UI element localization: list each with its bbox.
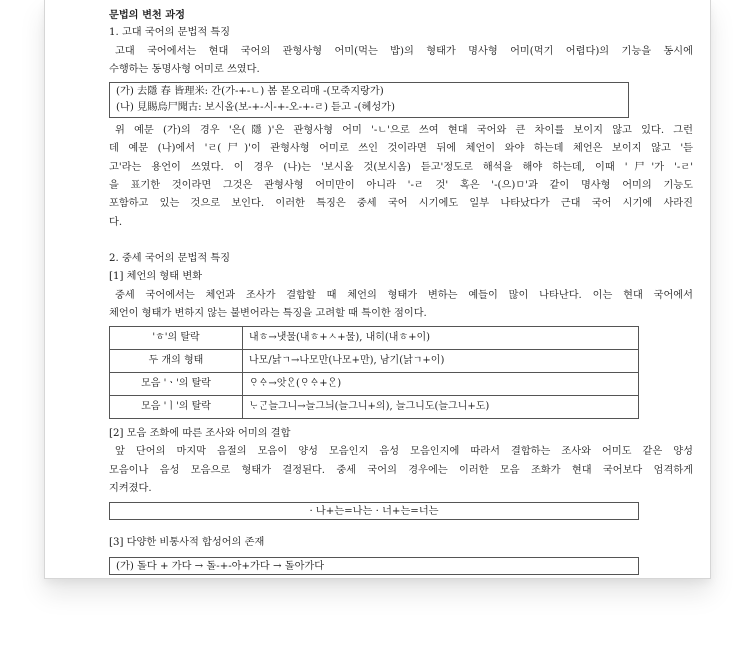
paragraph-line: 포함하고 있는 것으로 보인다. 이러한 특징은 중세 국어 시기에도 일부 나타났다가 근대 국어 시기에 사라진 [109,198,693,210]
spacer [109,232,693,250]
example-line: (나) 見賜烏尸聞古: 보시올(보-+-시-+-오-+-ㄹ) 듣고 -(혜성가) [116,102,395,114]
paragraph-line: 중세 국어에서는 체언과 조사가 결합할 때 체언의 형태가 변하는 예들이 많이 나타난다. 이는 현대 국어에서 [115,289,693,301]
document-page [44,0,711,579]
compound-example-box: (가) 돌다 + 가다 → 돌-+-아+가다 → 돌아가다 [109,557,639,575]
table-row [110,327,639,350]
paragraph-line: 체언이 형태가 변하지 않는 불변어라는 특징을 고려할 때 특이한 점이다. [109,307,427,319]
subsection-3-heading: [3] 다양한 비통사적 합성어의 존재 [109,537,265,549]
table-cell-label: 모음 'ㆍ'의 탈락 [110,373,243,396]
example-box [109,82,629,118]
table-cell-label: 'ㅎ'의 탈락 [110,327,243,350]
table-cell-value: 나모/낡ㄱ→나모만(나모+만), 남기(낡ㄱ+이) [243,350,639,373]
table-cell-label: 모음 'ㅣ'의 탈락 [110,396,243,419]
table-cell-value: 내ㅎ→냇물(내ㅎ+ㅅ+물), 내히(내ㅎ+이) [243,327,639,350]
subsection-1-heading: [1] 체언의 형태 변화 [109,271,203,283]
paragraph-line: 을 표기한 것이라면 그것은 관형사형 어미만이 아니라 '-ㄹ 것' 혹은 '-(으)ㅁ'과 같이 명사형 어미의 기능도 [109,180,693,192]
table-cell-value: ᄂᆞᄀᆞᆫ늘그니→늘그늬(늘그니+의), 늘그니도(늘그니+도) [243,396,639,419]
document-title: 문법의 변천 과정 [109,9,185,21]
paragraph-line: 고대 국어에서는 현대 국어의 관형사형 어미(먹는 밥)의 형태가 명사형 어미(먹기 어렵다)의 기능을 동시에 [115,45,693,57]
paragraph-line: 위 예문 (가)의 경우 '은(隱)'은 관형사형 어미 '-ㄴ'으로 쓰여 현대 국어와 큰 차이를 보이지 않고 있다. 그런 [115,125,693,137]
table-cell-value: ᄋᆞᅀᆞ→앗ᄋᆞᆫ(ᄋᆞᅀᆞ+ᄋᆞᆫ) [243,373,639,396]
paragraph-line: 지켜졌다. [109,483,152,495]
section-1-heading: 1. 고대 국어의 문법적 특징 [109,27,231,39]
vowel-harmony-example-box: · 나+는=나는 · 너+는=너는 [109,502,639,520]
paragraph-line: 앞 단어의 마지막 음절의 모음이 양성 모음인지 음성 모음인지에 따라서 결합하는 조사와 어미도 같은 양성 [115,446,693,458]
table-cell-label: 두 개의 형태 [110,350,243,373]
spacer [109,524,693,534]
document-content [109,6,693,579]
paragraph-line: 고'라는 용언이 쓰였다. 이 경우 (나)는 '보시올 것(보시옴) 듣고'정도로 해석을 해야 하는데, 이때 '尸'가 '-ㄹ' [109,161,693,173]
section-2-heading: 2. 중세 국어의 문법적 특징 [109,252,231,264]
table-row [110,396,639,419]
paragraph-line: 모음이나 음성 모음으로 형태가 결정된다. 중세 국어의 경우에는 이러한 모음 조화가 현대 국어보다 엄격하게 [109,464,693,476]
paragraph-line: 다. [109,216,123,228]
table-row [110,373,639,396]
paragraph-line: 수행하는 동명사형 어미로 쓰였다. [109,63,260,75]
paragraph-line: 데 예문 (나)에서 'ㄹ(尸)'이 관형사형 어미로 쓰인 것이라면 뒤에 체언이 와야 하는데 체언은 보이지 않고 '듣 [109,143,693,155]
example-line: (가) 去隱 春 皆理米: 간(가-+-ㄴ) 봄 몯오리매 -(모죽지랑가) [116,86,384,98]
form-change-table [109,326,639,419]
table-row [110,350,639,373]
subsection-2-heading: [2] 모음 조화에 따른 조사와 어미의 결합 [109,428,291,440]
